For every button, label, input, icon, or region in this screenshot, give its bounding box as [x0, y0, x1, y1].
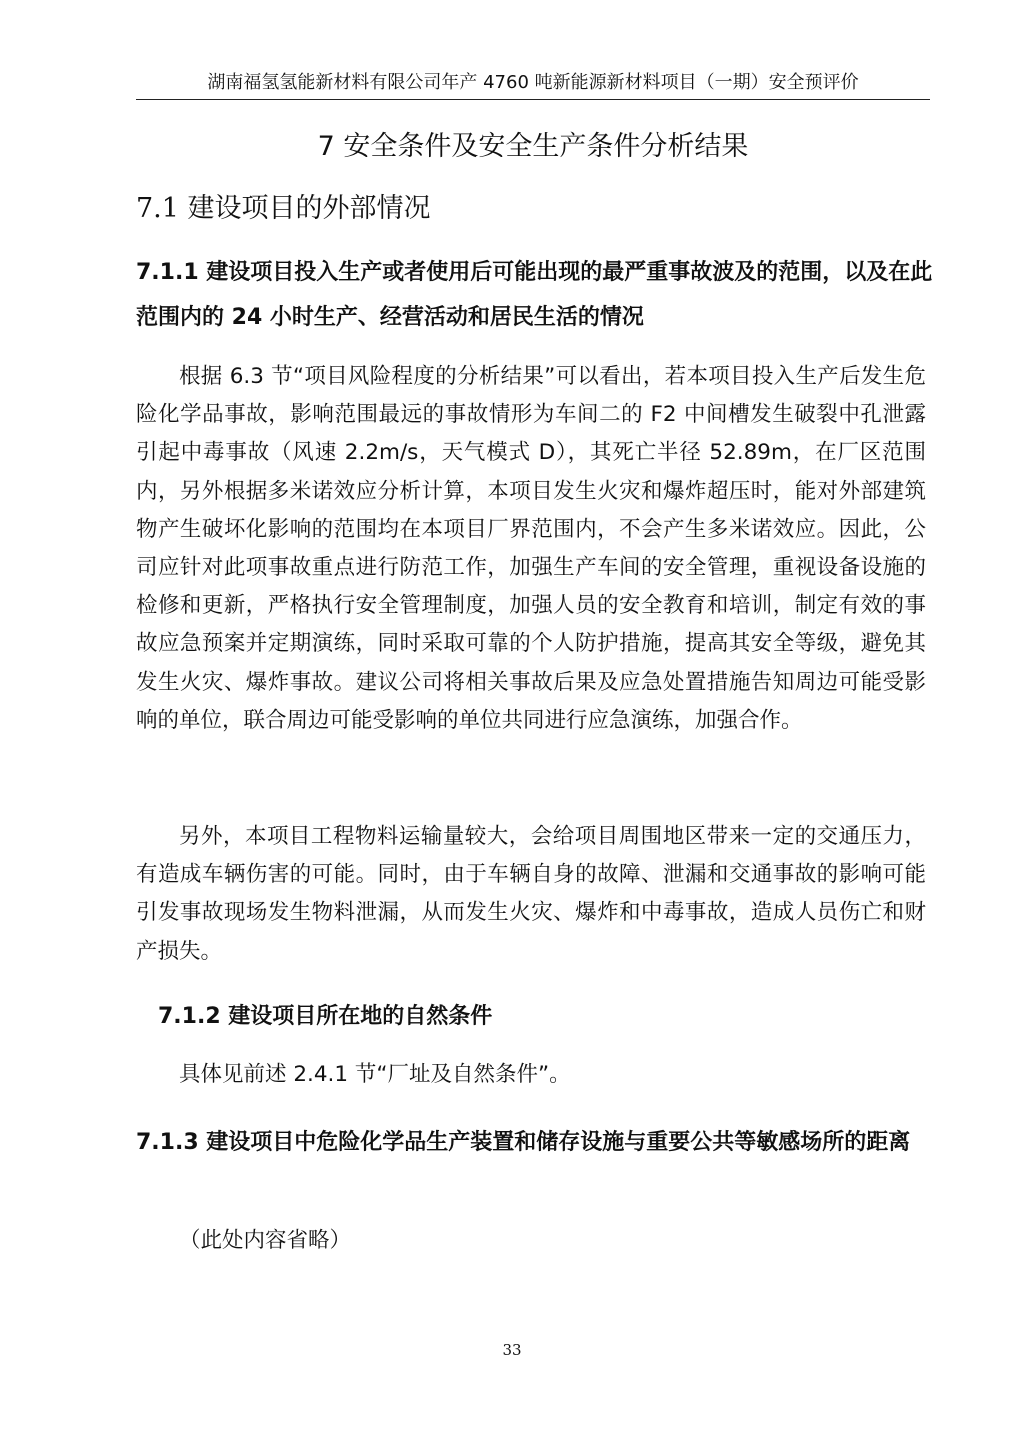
section-7-1-3-paragraph: （此处内容省略）: [179, 1228, 352, 1253]
section-7-1-1-paragraph-2: 另外，本项目工程物料运输量较大，会给项目周围地区带来一定的交通压力，有造成车辆伤害的可能。同时，由于车辆自身的故障、泄漏和交通事故的影响可能引发事故现场发生物料泄漏，从而发生火灾、爆炸和中毒事故，造成人员伤亡和财产损失。: [136, 824, 926, 964]
section-7-1-1-paragraph-1: 根据 6.3 节“项目风险程度的分析结果”可以看出，若本项目投入生产后发生危险化学品事故，影响范围最远的事故情形为车间二的 F2 中间槽发生破裂中孔泄露引起中毒事故（风速 2.2m/s，天气模式 D），其死亡半径 52.89m，在厂区范围内，另外根据多米诺效应分析计算，本项目发生火灾和爆炸超压时，能对外部建筑物产生破坏化影响的范围均在本项目厂界范围内，不会产生多米诺效应。因此，公司应针对此项事故重点进行防范工作，加强生产车间的安全管理，重视设备设施的检修和更新，严格执行安全管理制度，加强人员的安全教育和培训，制定有效的事故应急预案并定期演练，同时采取可靠的个人防护措施，提高其安全等级，避免其发生火灾、爆炸事故。建议公司将相关事故后果及应急处置措施告知周边可能受影响的单位，联合周边可能受影响的单位共同进行应急演练，加强合作。: [136, 364, 926, 733]
section-7-1-1-title: 7.1.1 建设项目投入生产或者使用后可能出现的最严重事故波及的范围，以及在此范围内的 24 小时生产、经营活动和居民生活的情况: [136, 260, 933, 330]
section-7-1-title: 7.1 建设项目的外部情况: [136, 193, 431, 224]
section-7-1-2-paragraph: 具体见前述 2.4.1 节“厂址及自然条件”。: [179, 1062, 571, 1087]
chapter-title: 7 安全条件及安全生产条件分析结果: [317, 131, 749, 162]
section-7-1-2-title: 7.1.2 建设项目所在地的自然条件: [158, 1004, 493, 1029]
running-header: 湖南福氢氢能新材料有限公司年产 4760 吨新能源新材料项目（一期）安全预评价: [136, 72, 930, 100]
section-7-1-3-title: 7.1.3 建设项目中危险化学品生产装置和储存设施与重要公共等敏感场所的距离: [136, 1130, 911, 1155]
page-number: 33: [502, 1341, 522, 1359]
